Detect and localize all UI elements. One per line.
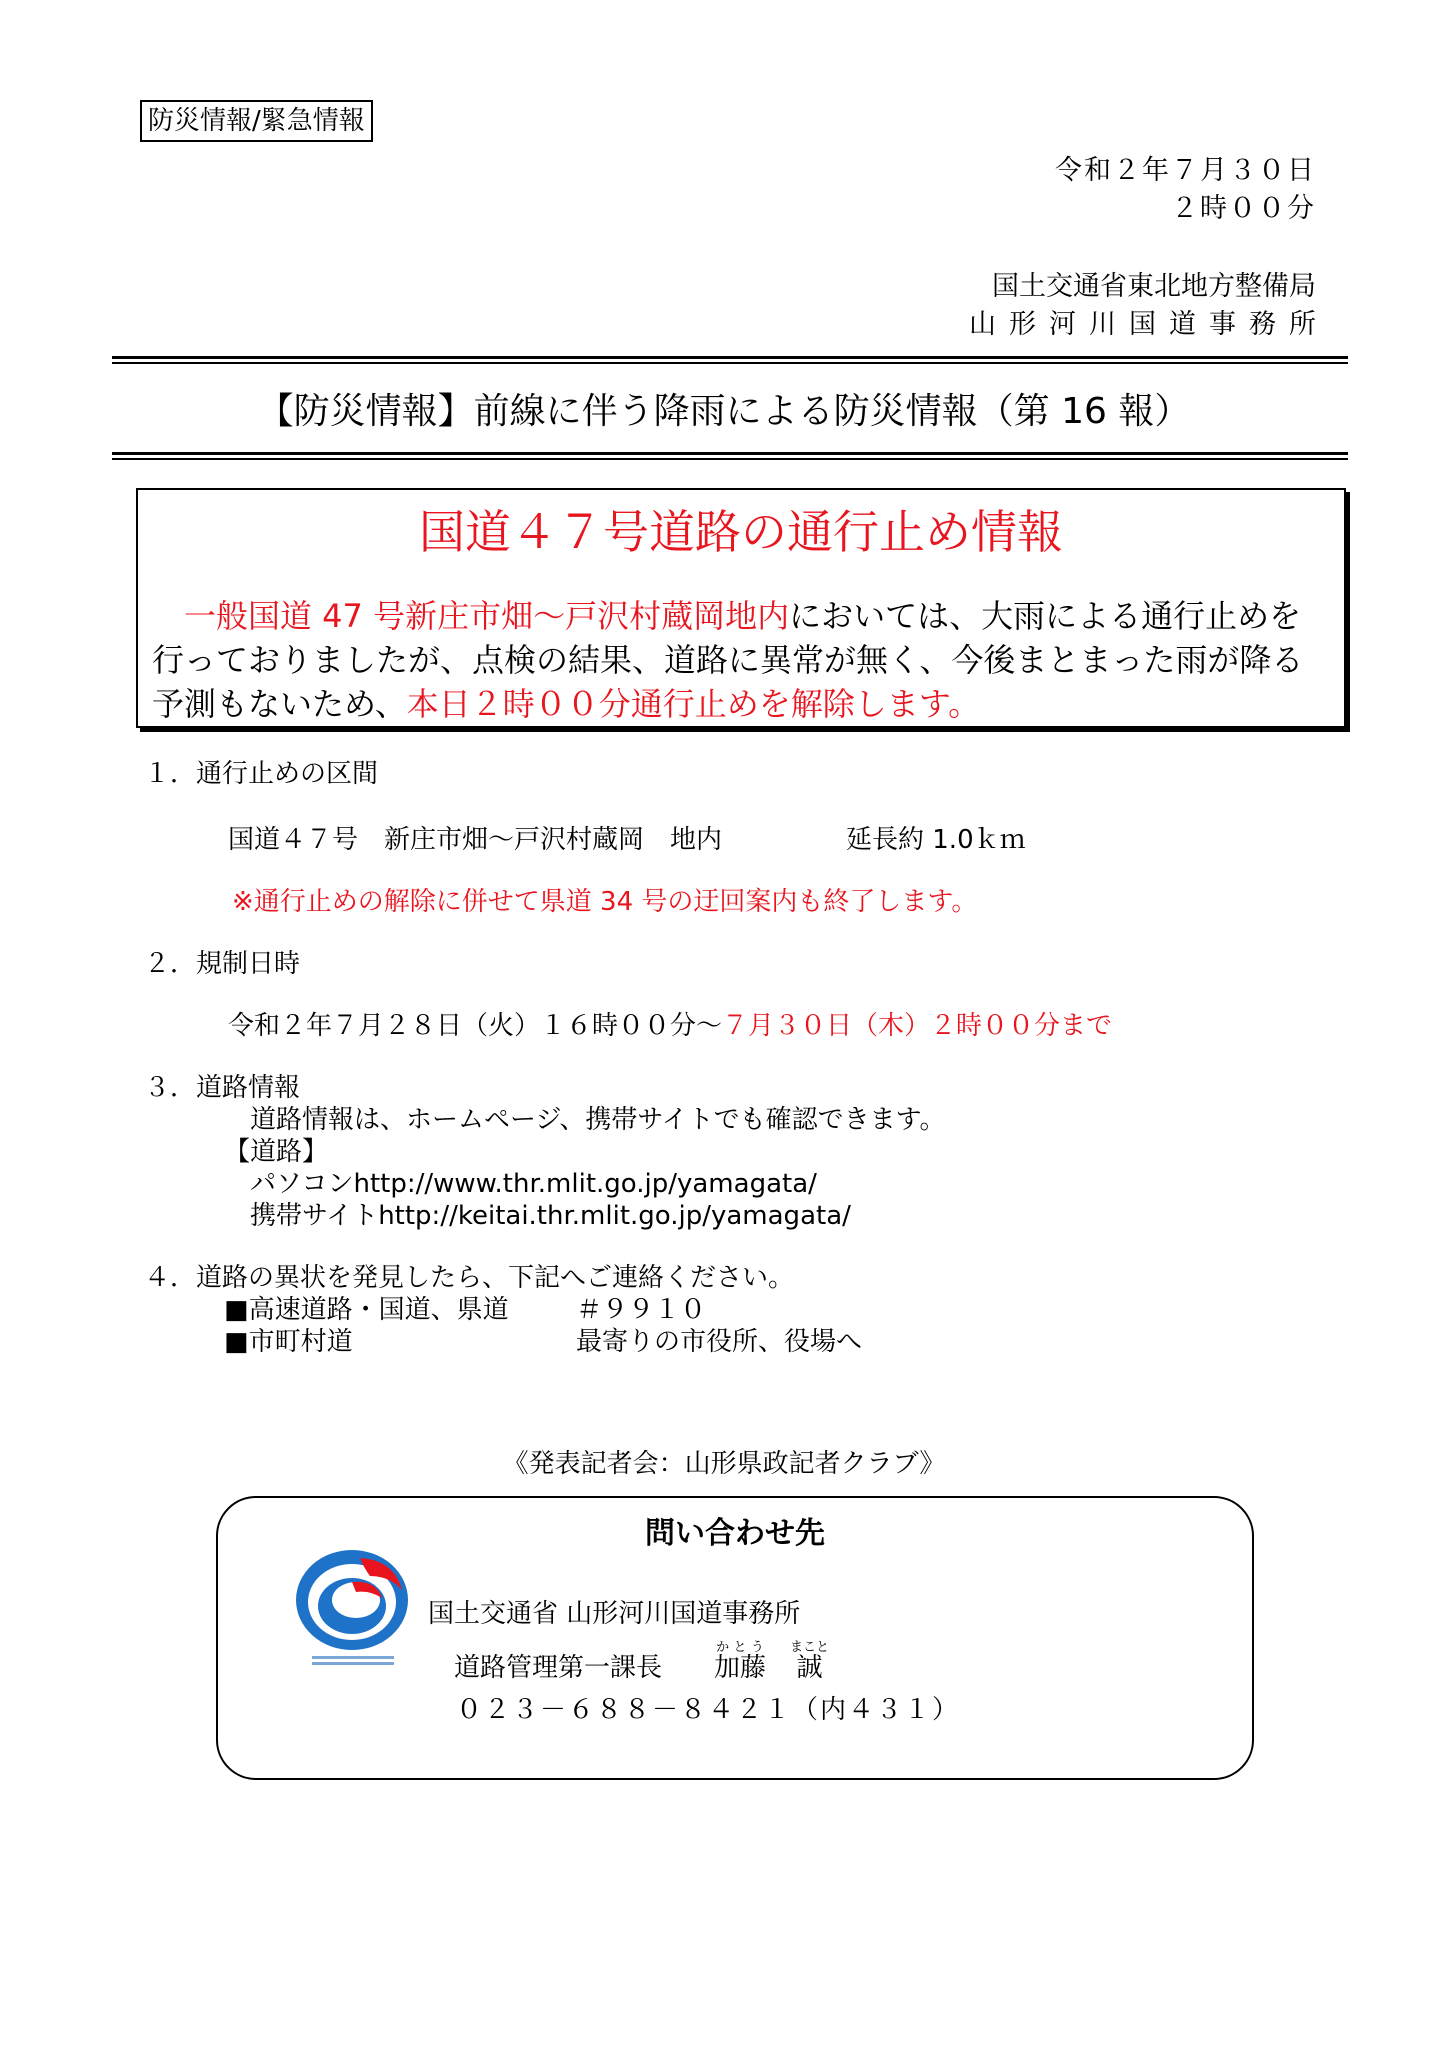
issuing-organization (969, 268, 1329, 344)
contact-item-2-label: ■市町村道 (224, 1327, 353, 1357)
title-rule-top (112, 356, 1348, 364)
issue-datetime (1055, 152, 1316, 228)
mobile-site (250, 1198, 851, 1234)
pc-site (250, 1166, 817, 1202)
section-4-heading: ４．道路の異状を発見したら、下記へご連絡ください。 (144, 1263, 795, 1293)
document-title: 【防災情報】前線に伴う降雨による防災情報（第 16 報） (257, 391, 1191, 432)
notice-red-tail: 本日２時００分通行止めを解除します。 (406, 685, 981, 723)
inquiry-person (454, 1640, 829, 1688)
mobile-url-link[interactable]: http://keitai.thr.mlit.go.jp/yamagata/ (378, 1201, 851, 1231)
section-2-heading: ２．規制日時 (144, 949, 301, 979)
closure-length: 延長約 1.0ｋｍ (846, 825, 1026, 855)
contact-item-1-value: ＃９９１０ (576, 1295, 707, 1325)
category-tag: 防災情報/緊急情報 (140, 100, 373, 142)
detour-note: ※通行止めの解除に併せて県道 34 号の迂回案内も終了します。 (232, 887, 978, 917)
issue-time: ２時００分 (1171, 193, 1316, 224)
inquiry-org: 国土交通省 山形河川国道事務所 (428, 1599, 801, 1629)
mlit-logo (290, 1542, 420, 1672)
notice-text: においては、大雨による通行止めを行っておりましたが、点検の結果、道路に異常が無く、今後まとまった雨が降る予測もないため、 (152, 597, 1304, 723)
section-1-heading: １．通行止めの区間 (144, 759, 379, 789)
inquiry-position: 道路管理第一課長 (454, 1653, 663, 1683)
road-info-text: 道路情報は、ホームページ、携帯サイトでも確認できます。 (250, 1105, 946, 1135)
contact-item-2-value: 最寄りの市役所、役場へ (576, 1327, 863, 1357)
notice-body (152, 594, 1328, 726)
mobile-label: 携帯サイト (250, 1201, 379, 1231)
inquiry-given-name: 誠まこと (790, 1640, 830, 1683)
notice-heading: 国道４７号道路の通行止め情報 (419, 505, 1063, 559)
org-line-1: 国土交通省東北地方整備局 (992, 271, 1316, 302)
regulation-period (228, 1008, 1112, 1044)
title-rule-bottom (112, 452, 1348, 460)
pc-label: パソコン (250, 1169, 354, 1199)
period-start: 令和２年７月２８日（火）１６時００分～ (228, 1011, 723, 1041)
closure-route: 国道４７号 新庄市畑～戸沢村蔵岡 地内 (228, 825, 723, 855)
inquiry-surname: 加藤かとう (714, 1640, 767, 1683)
road-info-label: 【道路】 (224, 1137, 329, 1167)
inquiry-title: 問い合わせ先 (645, 1516, 825, 1551)
inquiry-phone: ０２３－６８８－８４２１（内４３１） (456, 1695, 961, 1725)
section-3-heading: ３．道路情報 (144, 1073, 301, 1103)
notice-box (136, 488, 1346, 728)
given-name-ruby: まこと (790, 1640, 830, 1655)
surname-ruby: かとう (714, 1640, 767, 1655)
contact-item-1-label: ■高速道路・国道、県道 (224, 1295, 509, 1325)
org-line-2: 山形河川国道事務所 (969, 309, 1329, 340)
period-end: ７月３０日（木）２時００分まで (722, 1011, 1113, 1041)
notice-red-lead: 一般国道 47 号新庄市畑～戸沢村蔵岡地内 (184, 597, 790, 635)
issue-date: 令和２年７月３０日 (1055, 155, 1316, 186)
press-club: 《発表記者会：山形県政記者クラブ》 (502, 1449, 946, 1479)
pc-url-link[interactable]: http://www.thr.mlit.go.jp/yamagata/ (353, 1169, 817, 1199)
inquiry-box (216, 1496, 1254, 1780)
